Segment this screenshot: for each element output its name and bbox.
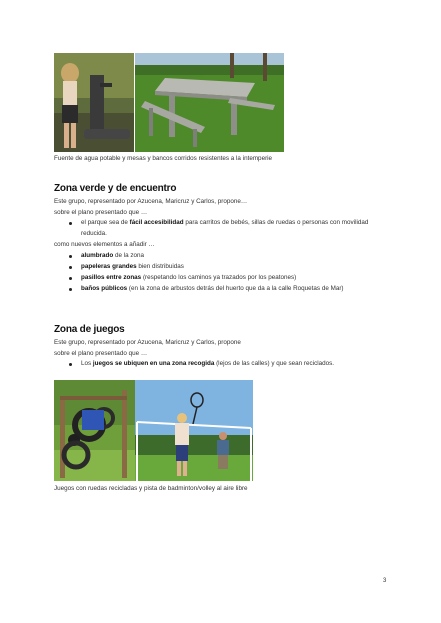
list-item-text: de la zona: [113, 252, 145, 259]
section-title-green-zone: Zona verde y de encuentro: [54, 183, 177, 194]
list-item-bold: baños públicos: [81, 285, 128, 292]
section1-on-plan: sobre el plano presentado que …: [54, 209, 148, 216]
list-item-bold: alumbrado: [81, 252, 114, 259]
list-item: [81, 285, 344, 292]
drinking-fountain-photo: [54, 53, 134, 152]
section1-intro: Este grupo, representado por Azucena, Maricruz y Carlos, propone…: [54, 198, 248, 205]
bullet-icon: [69, 266, 72, 269]
bullet-text-bold: fácil accesibilidad: [129, 219, 184, 226]
bullet-text-post: para carritos de bebés, sillas de ruedas o personas con movilidad: [183, 219, 369, 226]
tire-playground-photo: [54, 380, 135, 481]
section2-intro: Este grupo, representado por Azucena, Maricruz y Carlos, propone: [54, 339, 241, 346]
bullet-text-post: (lejos de las calles) y que sean reciclados.: [214, 360, 335, 367]
bullet-text-pre: el parque sea de: [81, 219, 130, 226]
bullet-icon: [69, 255, 72, 258]
list-item-text: (en la zona de arbustos detrás del huerto que da a la calle Roquetas de Mar): [127, 285, 344, 292]
list-item-text: bien distribuidas: [136, 263, 184, 270]
picnic-table-photo: [135, 53, 284, 152]
list-item: [81, 263, 184, 270]
list-item: [81, 274, 296, 281]
section-title-games-zone: Zona de juegos: [54, 324, 125, 335]
accessibility-bullet-cont: reducida.: [81, 230, 107, 237]
list-item: [81, 252, 144, 259]
games-bullet: [81, 360, 334, 367]
badminton-court-photo: [135, 380, 253, 481]
list-item-bold: pasillos entre zonas: [81, 274, 142, 281]
list-item-text: (respetando los caminos ya trazados por los peatones): [141, 274, 297, 281]
page-number: 3: [383, 578, 387, 584]
bullet-icon: [69, 288, 72, 291]
list-item-bold: papeleras grandes: [81, 263, 137, 270]
section2-on-plan: sobre el plano presentado que …: [54, 350, 148, 357]
bullet-icon: [69, 363, 72, 366]
bullet-icon: [69, 222, 72, 225]
bullet-icon: [69, 277, 72, 280]
bullet-text-bold: juegos se ubiquen en una zona recogida: [92, 360, 215, 367]
photo-caption-bottom: Juegos con ruedas recicladas y pista de badminton/volley al aire libre: [54, 485, 248, 492]
section1-new-elements: como nuevos elementos a añadir …: [54, 241, 155, 248]
bullet-text-pre: Los: [81, 360, 93, 367]
photo-caption: Fuente de agua potable y mesas y bancos corridos resistentes a la intemperie: [54, 155, 273, 162]
accessibility-bullet: [81, 219, 391, 226]
